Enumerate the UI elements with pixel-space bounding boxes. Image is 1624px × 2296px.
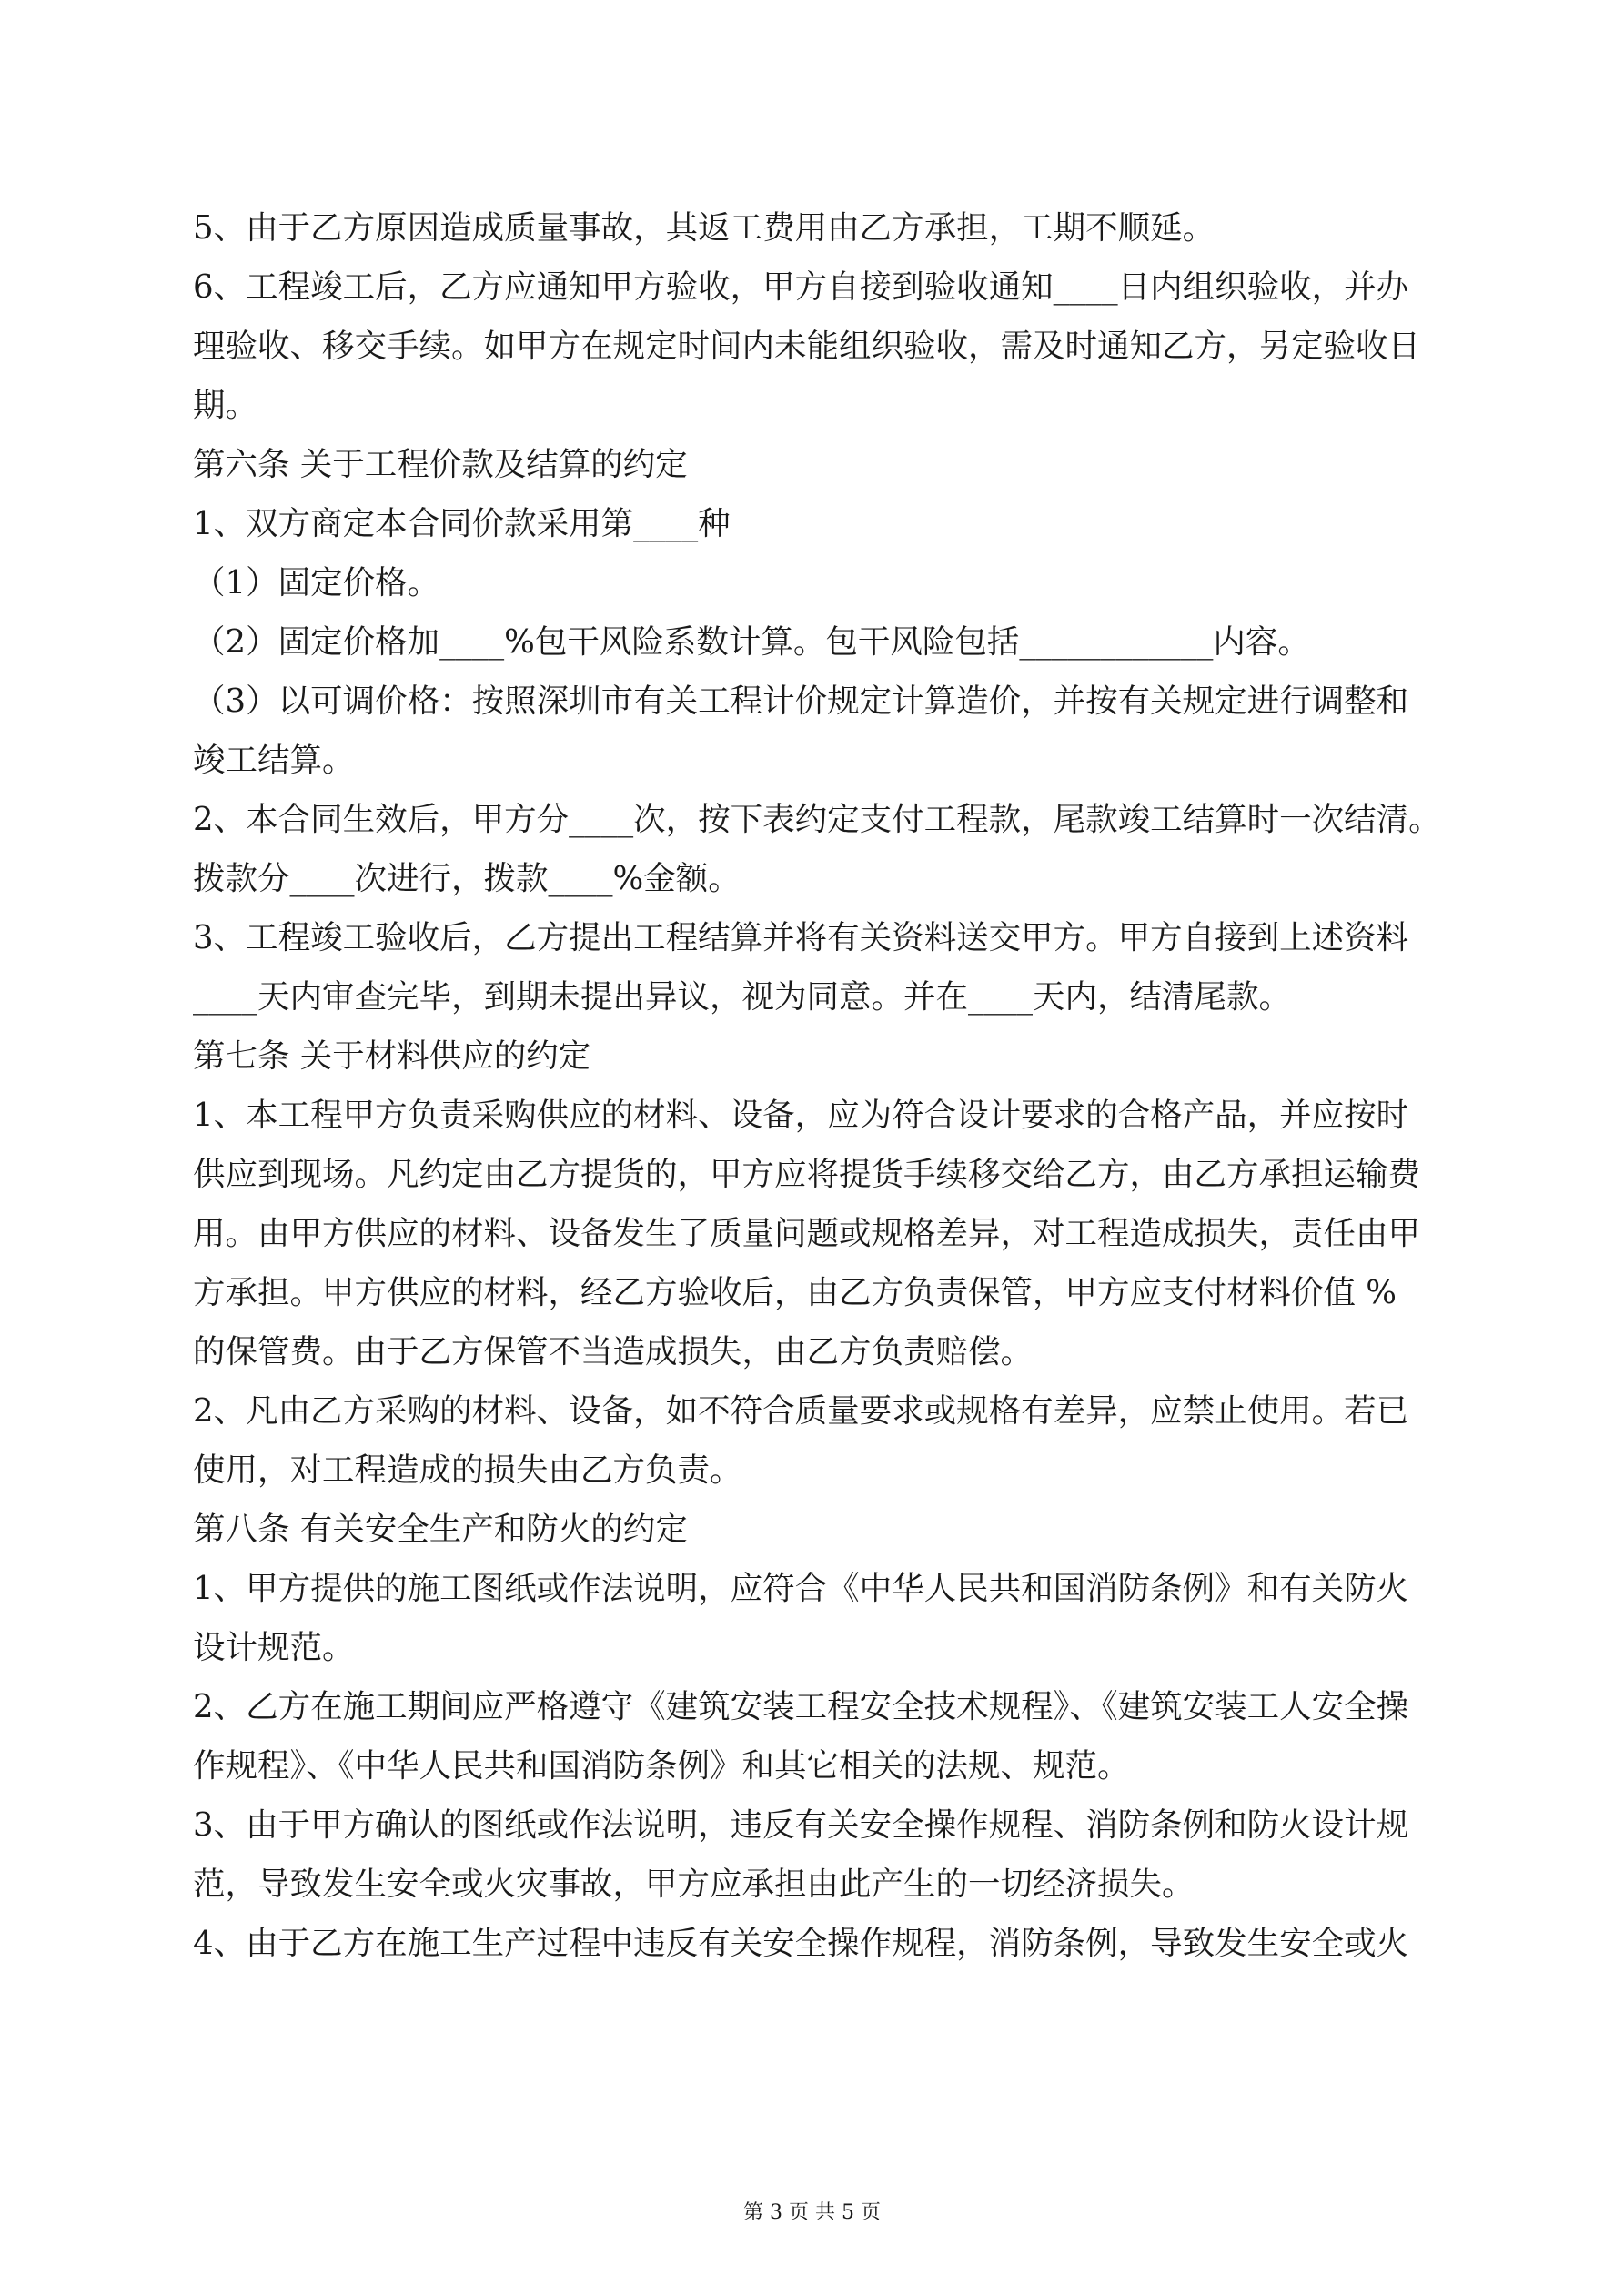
- paragraph-line: （1）固定价格。: [193, 564, 440, 602]
- paragraph-line: 的保管费。由于乙方保管不当造成损失，由乙方负责赔偿。: [193, 1333, 1034, 1371]
- paragraph-line: 2、凡由乙方采购的材料、设备，如不符合质量要求或规格有差异，应禁止使用。若已: [193, 1392, 1409, 1430]
- paragraph-line: 作规程》、《中华人民共和国消防条例》和其它相关的法规、规范。: [193, 1747, 1130, 1785]
- paragraph-line: 用。由甲方供应的材料、设备发生了质量问题或规格差异，对工程造成损失，责任由甲: [193, 1215, 1421, 1252]
- paragraph-line: 范，导致发生安全或火灾事故，甲方应承担由此产生的一切经济损失。: [193, 1866, 1195, 1903]
- paragraph-line: 4、由于乙方在施工生产过程中违反有关安全操作规程，消防条例，导致发生安全或火: [193, 1925, 1409, 1962]
- paragraph-line: 使用，对工程造成的损失由乙方负责。: [193, 1451, 742, 1489]
- paragraph-line: 期。: [193, 387, 258, 424]
- section-heading: 第八条 有关安全生产和防火的约定: [193, 1511, 688, 1548]
- paragraph-line: 1、甲方提供的施工图纸或作法说明，应符合《中华人民共和国消防条例》和有关防火: [193, 1570, 1409, 1607]
- paragraph-line: 6、工程竣工后，乙方应通知甲方验收，甲方自接到验收通知____日内组织验收，并办: [193, 268, 1409, 306]
- paragraph-line: （2）固定价格加____%包干风险系数计算。包干风险包括____________内容。: [193, 623, 1310, 661]
- page-number-footer: 第 3 页 共 5 页: [743, 2201, 881, 2224]
- paragraph-line: 5、由于乙方原因造成质量事故，其返工费用由乙方承担，工期不顺延。: [193, 209, 1215, 247]
- paragraph-line: ____天内审查完毕，到期未提出异议，视为同意。并在____天内，结清尾款。: [193, 978, 1292, 1016]
- paragraph-line: 拨款分____次进行，拨款____%金额。: [193, 860, 741, 897]
- paragraph-line: 1、双方商定本合同价款采用第____种: [193, 505, 731, 542]
- contract-body: [193, 198, 1439, 1973]
- paragraph-line: （3）以可调价格：按照深圳市有关工程计价规定计算造价，并按有关规定进行调整和: [193, 683, 1409, 720]
- paragraph-line: 2、乙方在施工期间应严格遵守《建筑安装工程安全技术规程》、《建筑安装工人安全操: [193, 1688, 1409, 1725]
- paragraph-line: 2、本合同生效后，甲方分____次，按下表约定支付工程款，尾款竣工结算时一次结清。: [193, 801, 1441, 838]
- paragraph-line: 理验收、移交手续。如甲方在规定时间内未能组织验收，需及时通知乙方，另定验收日: [193, 328, 1421, 365]
- paragraph-line: 方承担。甲方供应的材料，经乙方验收后，由乙方负责保管，甲方应支付材料价值 %: [193, 1274, 1397, 1311]
- paragraph-line: 竣工结算。: [193, 742, 355, 779]
- paragraph-line: 3、由于甲方确认的图纸或作法说明，违反有关安全操作规程、消防条例和防火设计规: [193, 1806, 1409, 1844]
- paragraph-line: 供应到现场。凡约定由乙方提货的，甲方应将提货手续移交给乙方，由乙方承担运输费: [193, 1156, 1421, 1193]
- section-heading: 第六条 关于工程价款及结算的约定: [193, 446, 688, 483]
- paragraph-line: 设计规范。: [193, 1629, 355, 1666]
- paragraph-line: 3、工程竣工验收后，乙方提出工程结算并将有关资料送交甲方。甲方自接到上述资料: [193, 919, 1409, 956]
- paragraph-line: 1、本工程甲方负责采购供应的材料、设备，应为符合设计要求的合格产品，并应按时: [193, 1097, 1409, 1134]
- section-heading: 第七条 关于材料供应的约定: [193, 1037, 591, 1075]
